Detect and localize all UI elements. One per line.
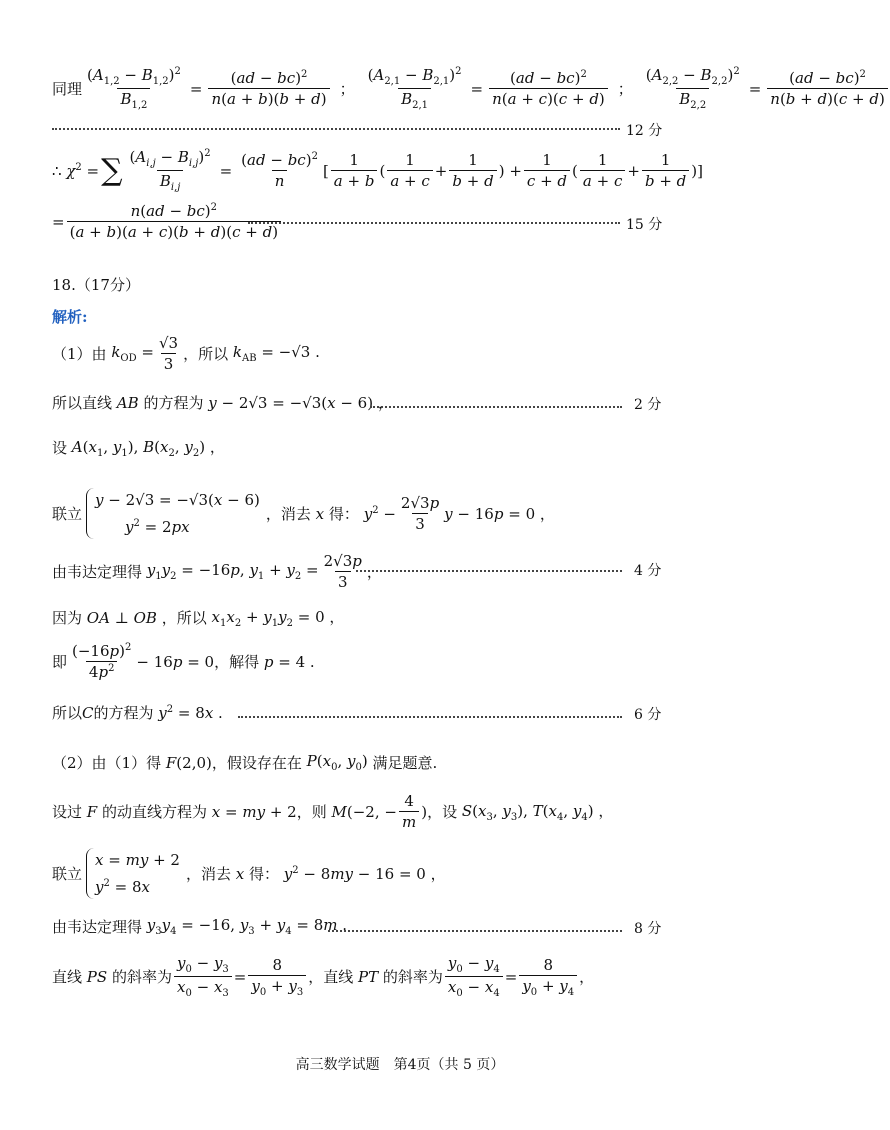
fraction: $\frac{(ad - bc)^2}{n(a + b)(b + d)}$ <box>208 69 329 108</box>
part2-intro: （2）由（1）得 F(2,0) ，假设存在在 $P(x_0$, $y_0$) 满足题意. <box>52 752 438 773</box>
solve-p: 即 $\frac{(-16p)^2}{4p^2}$ − 16p = 0 ，解得 p = 4 . <box>52 642 315 681</box>
separator: ； <box>617 80 633 98</box>
score: 2 分 <box>634 397 662 413</box>
score: 12 分 <box>626 123 663 139</box>
dot-leader <box>328 930 622 932</box>
moving-line: 设过 F 的动直线方程为 x = my + 2 ，则 M(−2, − $\frac{4}{m}$ ) ，设 $S(x_3$, $y_3$), $T(x_4$, $y_4$) ， <box>52 792 614 831</box>
analysis-label: 解析: <box>52 308 88 326</box>
line-chi-square: ∴ $\chi^2$ = ∑ $\frac{(A_{i,j} - B_{i,j})^2}{B_{i,j}}$ = $\frac{(ad - bc)^2}{n}$ [ $\frac{1}{a + b}$ ( $\frac{1}{a + c}$ + $\frac{1}{b + d}$ ) + $\frac{1}{c + d}$ ( $\frac{1}{a + c}$ + $\frac{1}{b + d}$ )] <box>52 148 703 193</box>
fraction: $\frac{(A_{2,1} - B_{2,1})^2}{B_{2,1}}$ <box>367 66 462 111</box>
separator: ； <box>339 80 355 98</box>
perpendicular: 因为 OA ⊥ OB ，所以 $x_1x_2 + y_1y_2 = 0$ ， <box>52 608 345 629</box>
line-tongli: 同理 $\frac{(A_{1,2} - B_{1,2})^2}{B_{1,2}}$ = $\frac{(ad - bc)^2}{n(a + b)(b + d)}$ ； $\frac{(A_{2,1} - B_{2,1})^2}{B_{2,1}}$ = $\frac{(ad - bc)^2}{n(a + c)(c + d)}$ ； $\frac{(A_{2,2} - B_{2,2})^2}{B_{2,2}}$ = $\frac{(ad - bc)^2}{n(b + d)(c + d)}$ <box>52 66 890 111</box>
score: 15 分 <box>626 217 663 233</box>
dot-leader <box>238 716 622 718</box>
slopes: 直线 PS 的斜率为 $\frac{y_0 - y_3}{x_0 - x_3}$ = $\frac{8}{y_0 + y_3}$ ，直线 PT 的斜率为 $\frac{y_0 - y_4}{x_0 - x_4}$ = $\frac{8}{y_0 + y_4}$ ， <box>52 954 595 999</box>
dot-leader <box>370 406 622 408</box>
vieta-2: 由韦达定理得 $y_3y_4 = -16$, $y_3 + y_4 = 8m$ . <box>52 916 348 937</box>
page-footer: 高三数学试题 第4页（共 5 页） <box>295 1057 505 1073</box>
set-points: 设 $A(x_1$, $y_1$), $B(x_2$, $y_2$) ， <box>52 438 225 459</box>
c-equation: 所以 C 的方程为 $y^2 = 8x$ . <box>52 703 223 722</box>
fraction: $\frac{(A_{1,2} - B_{1,2})^2}{B_{1,2}}$ <box>87 66 181 111</box>
system-2: 联立 x = my + 2 $y^2 = 8x$ ，消去 x 得： $y^2 - 8my - 16 = 0$ ， <box>52 848 446 899</box>
vieta-1: 由韦达定理得 $y_1y_2 = -16p$, $y_1 + y_2$ = $\frac{2√3p}{3}$ ， <box>52 552 382 591</box>
line-ab-equation: 所以直线 AB 的方程为 y − 2√3 = −√3(x − 6) ， <box>52 393 393 412</box>
part1-slope: （1）由 $k_{OD}$ = $\frac{√3}{3}$ ，所以 $k_{AB} = -√3$ . <box>52 334 320 373</box>
score: 4 分 <box>634 563 662 579</box>
fraction: $\frac{(ad - bc)^2}{n(b + d)(c + d)}$ <box>767 69 888 108</box>
text: 同理 <box>52 80 83 98</box>
question-header: 18.（17分） <box>52 276 140 294</box>
fraction: $\frac{(A_{2,2} - B_{2,2})^2}{B_{2,2}}$ <box>645 66 740 111</box>
system-1: 联立 y − 2√3 = −√3(x − 6) $y^2 = 2px$ ，消去 x 得： $y^2$ − $\frac{2√3p}{3}$ y − 16p = 0 ， <box>52 488 555 539</box>
line-chi-result: = $\frac{n(ad - bc)^2}{(a + b)(a + c)(b + d)(c + d)}$ <box>52 202 283 241</box>
dot-leader <box>52 128 620 130</box>
dot-leader <box>248 222 620 224</box>
score: 6 分 <box>634 707 662 723</box>
dot-leader <box>356 570 622 572</box>
score: 8 分 <box>634 921 662 937</box>
fraction: $\frac{(ad - bc)^2}{n(a + c)(c + d)}$ <box>489 69 608 108</box>
